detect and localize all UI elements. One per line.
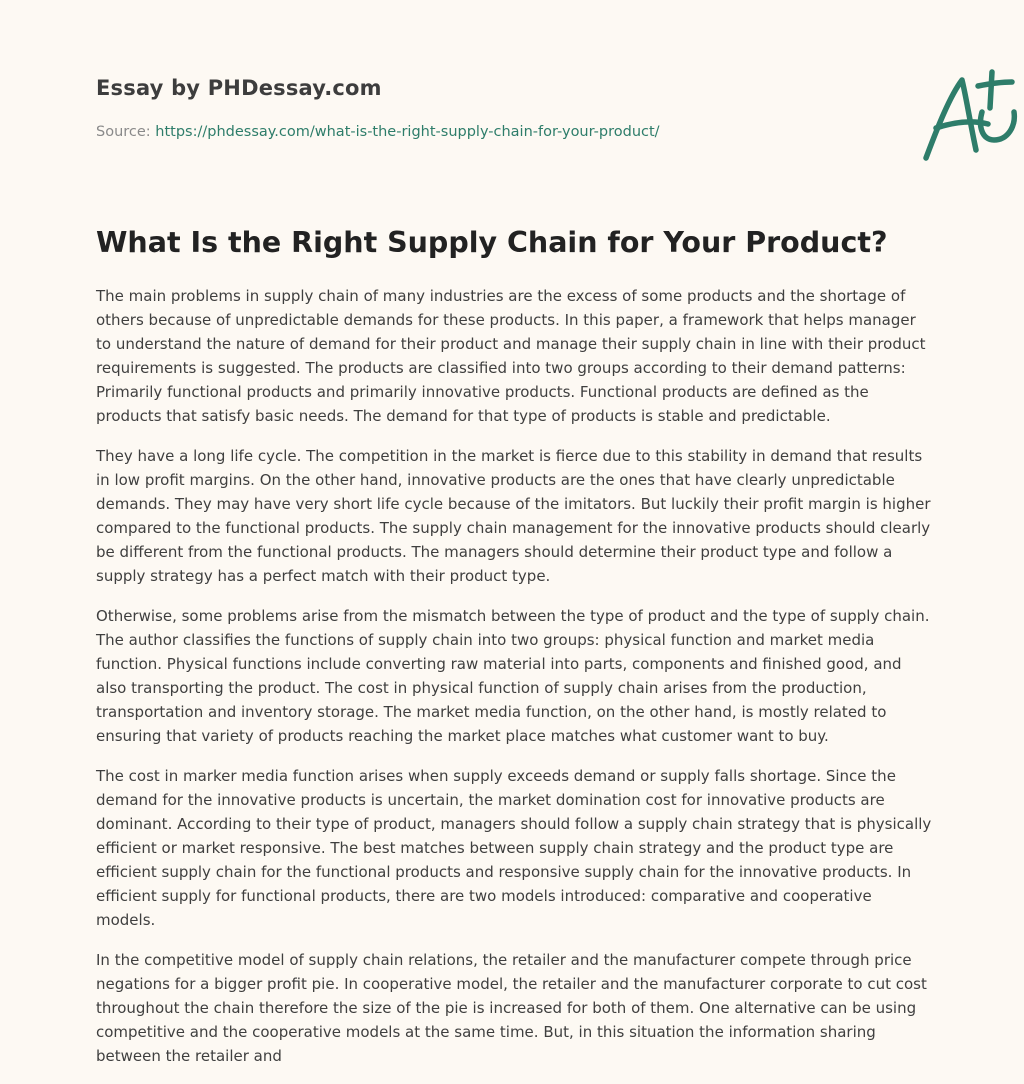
source-label: Source: <box>96 124 156 140</box>
essay-body <box>96 284 932 1084</box>
paragraph: Otherwise, some problems arise from the mismatch between the type of product and the type of supply chain. The author classifies the functions of supply chain into two groups: physical function and market media function. Physical functions include converting raw material into parts, components and finished good, and also transporting the product. The cost in physical function of supply chain arises from the production, transportation and inventory storage. The market media function, on the other hand, is mostly related to ensuring that variety of products reaching the market place matches what customer want to buy. <box>96 607 930 745</box>
paragraph: The main problems in supply chain of many industries are the excess of some products and the shortage of others because of unpredictable demands for these products. In this paper, a framework that helps manager to understand the nature of demand for their product and manage their supply chain in line with their product requirements is suggested. The products are classified into two groups according to their demand patterns: Primarily functional products and primarily innovative products. Functional products are defined as the products that satisfy basic needs. The demand for that type of products is stable and predictable. <box>96 287 926 425</box>
source-link[interactable]: https://phdessay.com/what-is-the-right-supply-chain-for-your-product/ <box>155 124 660 140</box>
brand-title: Essay by PHDessay.com <box>96 76 382 100</box>
a-plus-logo-icon <box>916 66 1022 166</box>
page-header <box>96 0 936 160</box>
paragraph: The cost in marker media function arises when supply exceeds demand or supply falls shortage. Since the demand for the innovative products is uncertain, the market domination cost for innovative products are dominant. According to their type of product, managers should follow a supply chain strategy that is physically efficient or market responsive. The best matches between supply chain strategy and the product type are efficient supply chain for the functional products and responsive supply chain for the innovative products. In efficient supply for functional products, there are two models introduced: comparative and cooperative models. <box>96 767 932 929</box>
paragraph: They have a long life cycle. The competition in the market is fierce due to this stability in demand that results in low profit margins. On the other hand, innovative products are the ones that have clearly unpredictable demands. They may have very short life cycle because of the imitators. But luckily their profit margin is higher compared to the functional products. The supply chain management for the innovative products should clearly be different from the functional products. The managers should determine their product type and follow a supply strategy has a perfect match with their product type. <box>96 447 931 585</box>
essay-title: What Is the Right Supply Chain for Your Product? <box>96 226 888 259</box>
paragraph: In the competitive model of supply chain relations, the retailer and the manufacturer compete through price negations for a bigger profit pie. In cooperative model, the retailer and the manufacturer corporate to cut cost throughout the chain therefore the size of the pie is increased for both of them. One alternative can be using competitive and the cooperative models at the same time. But, in this situation the information sharing between the retailer and <box>96 951 927 1065</box>
source-line <box>96 124 660 140</box>
